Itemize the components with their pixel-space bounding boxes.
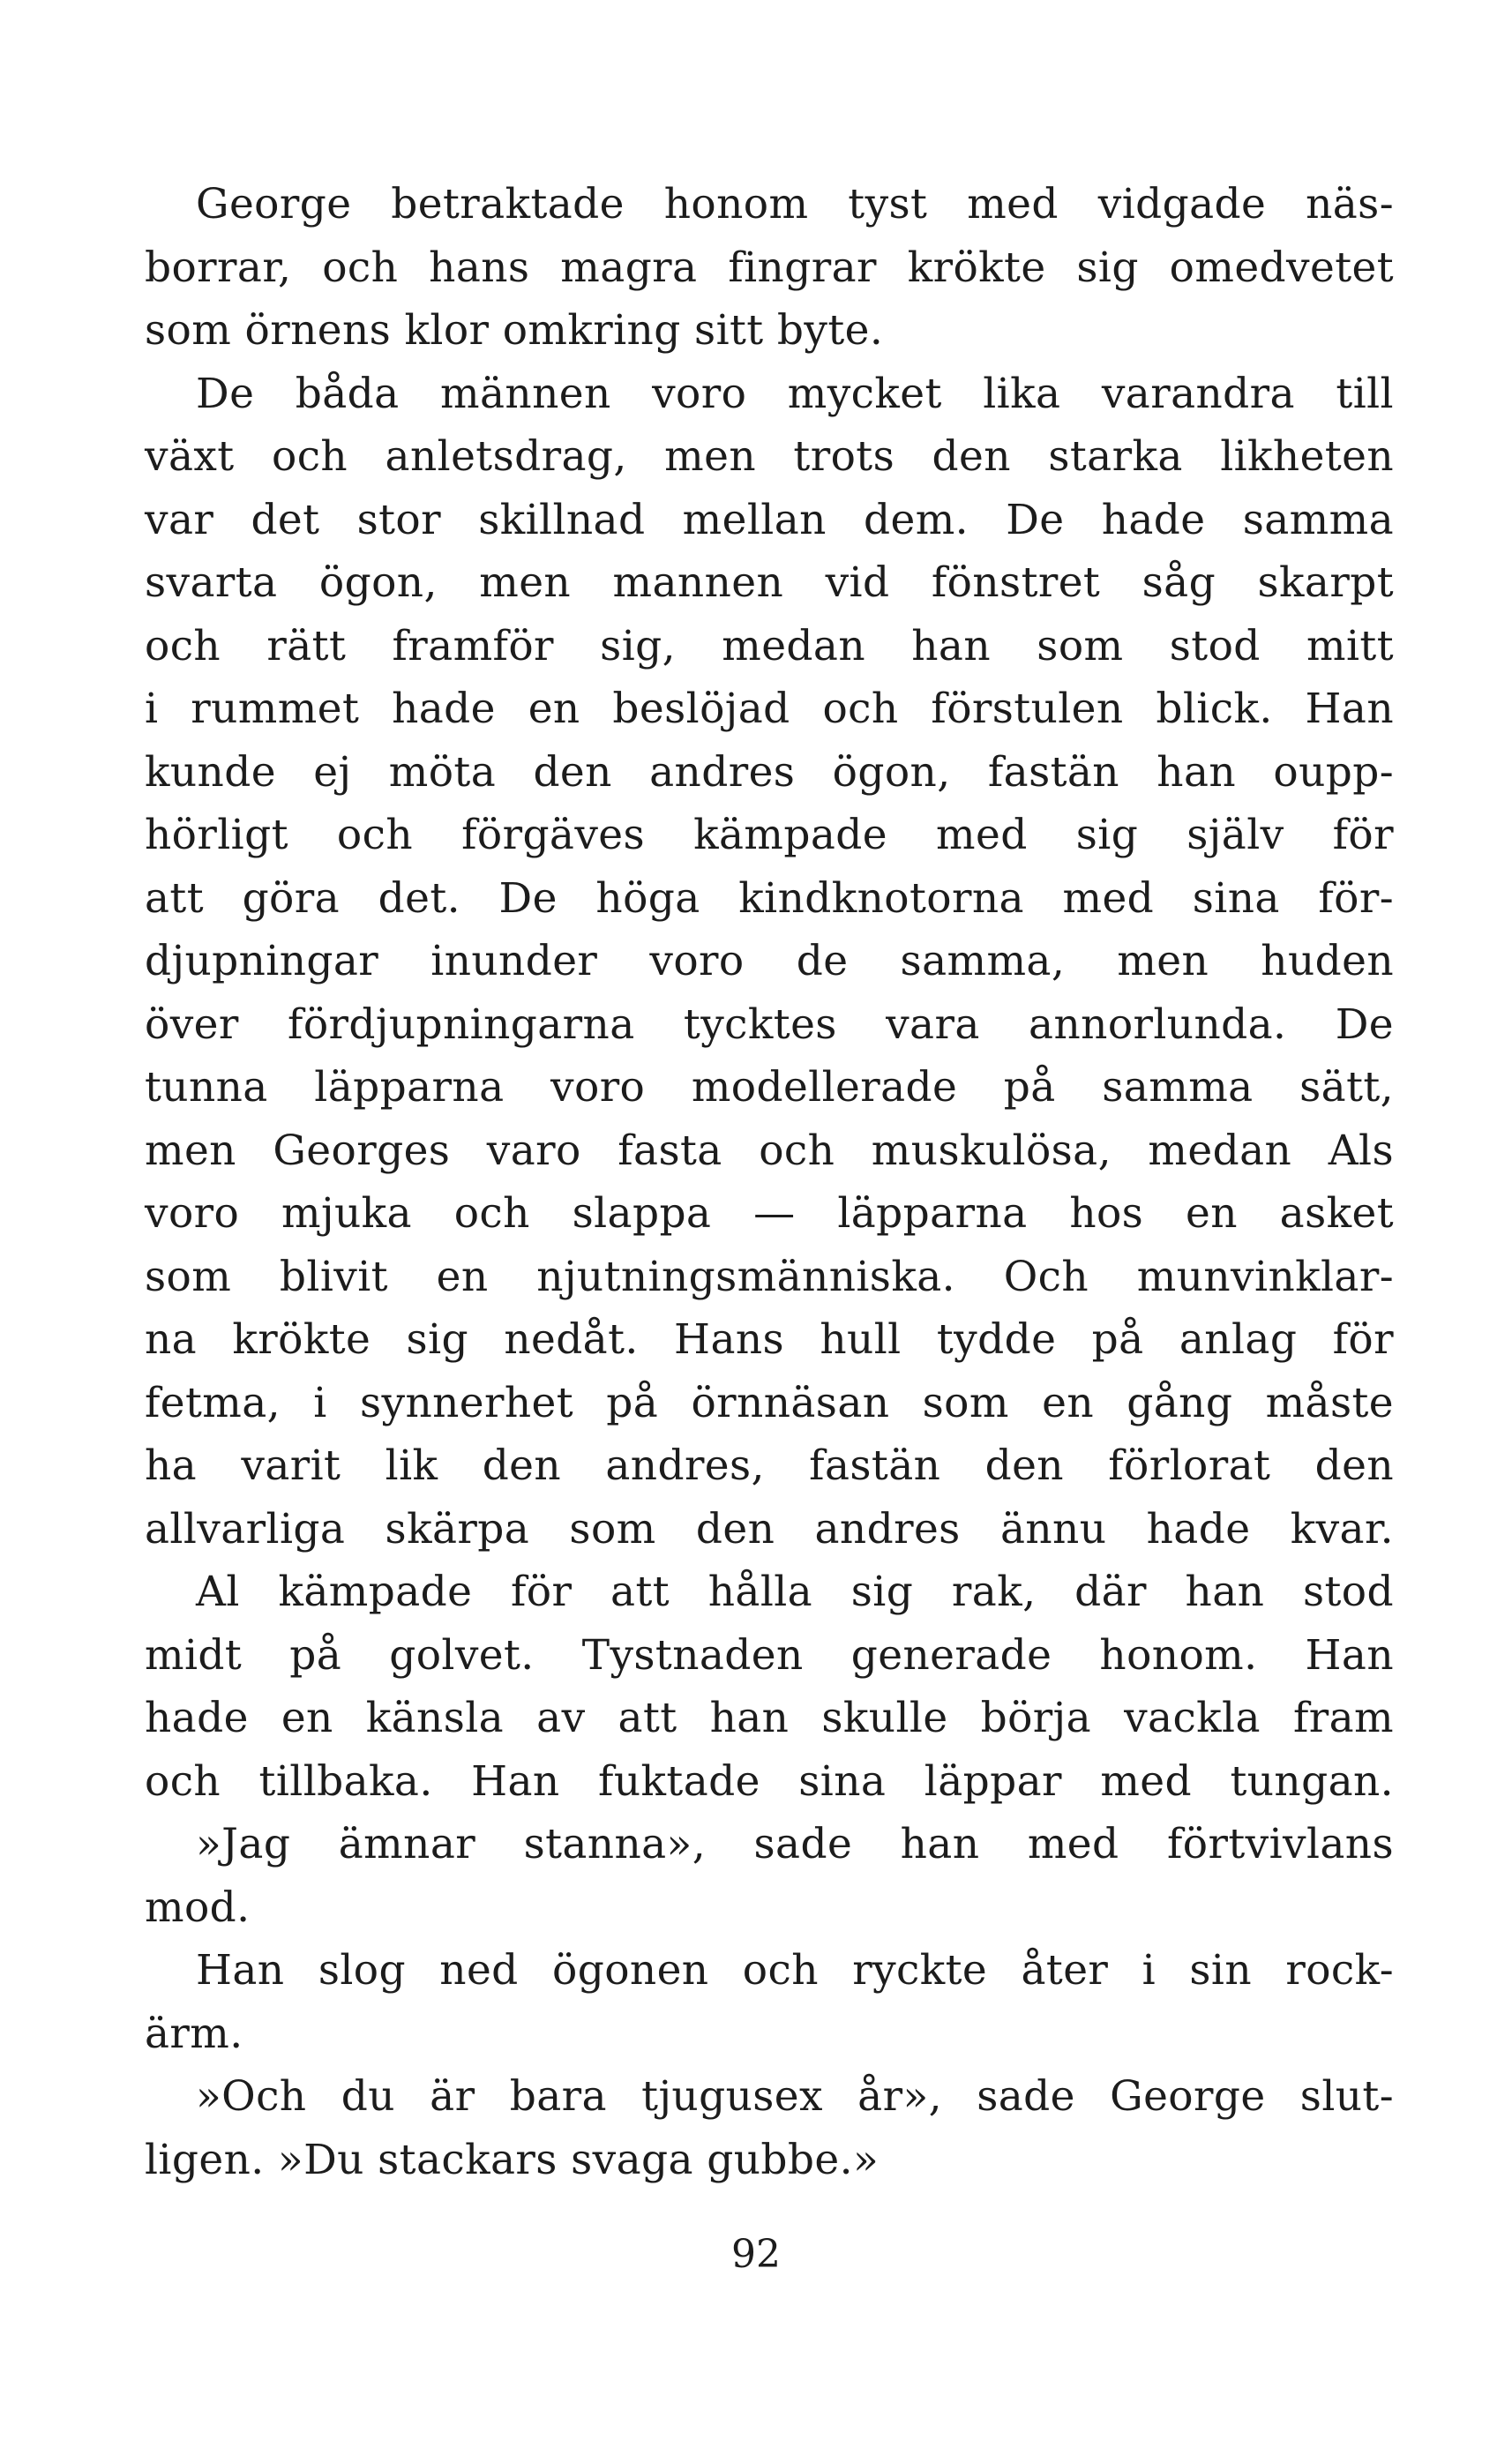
text-line: allvarliga skärpa som den andres ännu hade kvar. — [145, 1504, 1394, 1553]
text-line: tunna läpparna voro modellerade på samma sätt, — [145, 1063, 1394, 1112]
text-line: borrar, och hans magra fingrar krökte sig omedvetet — [145, 243, 1394, 292]
text-line: att göra det. De höga kindknotorna med sina för- — [145, 873, 1394, 923]
text-line: i rummet hade en beslöjad och förstulen blick. Han — [145, 685, 1394, 733]
text-line: svarta ögon, men mannen vid fönstret såg skarpt — [145, 558, 1394, 607]
text-line: George betraktade honom tyst med vidgade näs- — [196, 180, 1394, 228]
text-line: mod. — [145, 1883, 251, 1932]
text-line: djupningar inunder voro de samma, men huden — [145, 937, 1394, 985]
text-line: var det stor skillnad mellan dem. De hade samma — [145, 495, 1394, 544]
text-line: växt och anletsdrag, men trots den starka likheten — [145, 432, 1394, 481]
text-line: Han slog ned ögonen och ryckte åter i sin rock- — [196, 1946, 1394, 1995]
text-line: kunde ej möta den andres ögon, fastän han oupp- — [145, 747, 1394, 797]
text-line: som blivit en njutningsmänniska. Och munvinklar- — [145, 1252, 1394, 1301]
text-line: över fördjupningarna tycktes vara annorlunda. De — [145, 999, 1394, 1049]
text-line: voro mjuka och slappa — läpparna hos en asket — [145, 1189, 1394, 1238]
text-line: Al kämpade för att hålla sig rak, där han stod — [196, 1568, 1394, 1616]
text-line: ha varit lik den andres, fastän den förlorat den — [145, 1441, 1394, 1490]
text-line: fetma, i synnerhet på örnnäsan som en gång måste — [145, 1378, 1394, 1427]
text-line: men Georges varo fasta och muskulösa, medan Als — [145, 1126, 1394, 1175]
page-number: 92 — [731, 2232, 781, 2277]
body-text — [145, 173, 1394, 2191]
text-line: och tillbaka. Han fuktade sina läppar med tungan. — [145, 1756, 1394, 1806]
text-line: ligen. »Du stackars svaga gubbe.» — [145, 2135, 880, 2184]
text-line: som örnens klor omkring sitt byte. — [145, 306, 884, 355]
text-line: och rätt framför sig, medan han som stod mitt — [145, 621, 1394, 670]
text-line: na krökte sig nedåt. Hans hull tydde på anlag för — [145, 1315, 1394, 1364]
text-line: midt på golvet. Tystnaden generade honom. Han — [145, 1630, 1394, 1680]
text-line: hörligt och förgäves kämpade med sig själv för — [145, 811, 1394, 859]
text-line: hade en känsla av att han skulle börja vackla fram — [145, 1694, 1394, 1742]
text-line: ärm. — [145, 2009, 243, 2058]
text-line: De båda männen voro mycket lika varandra till — [196, 369, 1394, 418]
text-line: »Jag ämnar stanna», sade han med förtvivlans — [196, 1820, 1394, 1868]
text-line: »Och du är bara tjugusex år», sade George slut- — [196, 2072, 1394, 2121]
